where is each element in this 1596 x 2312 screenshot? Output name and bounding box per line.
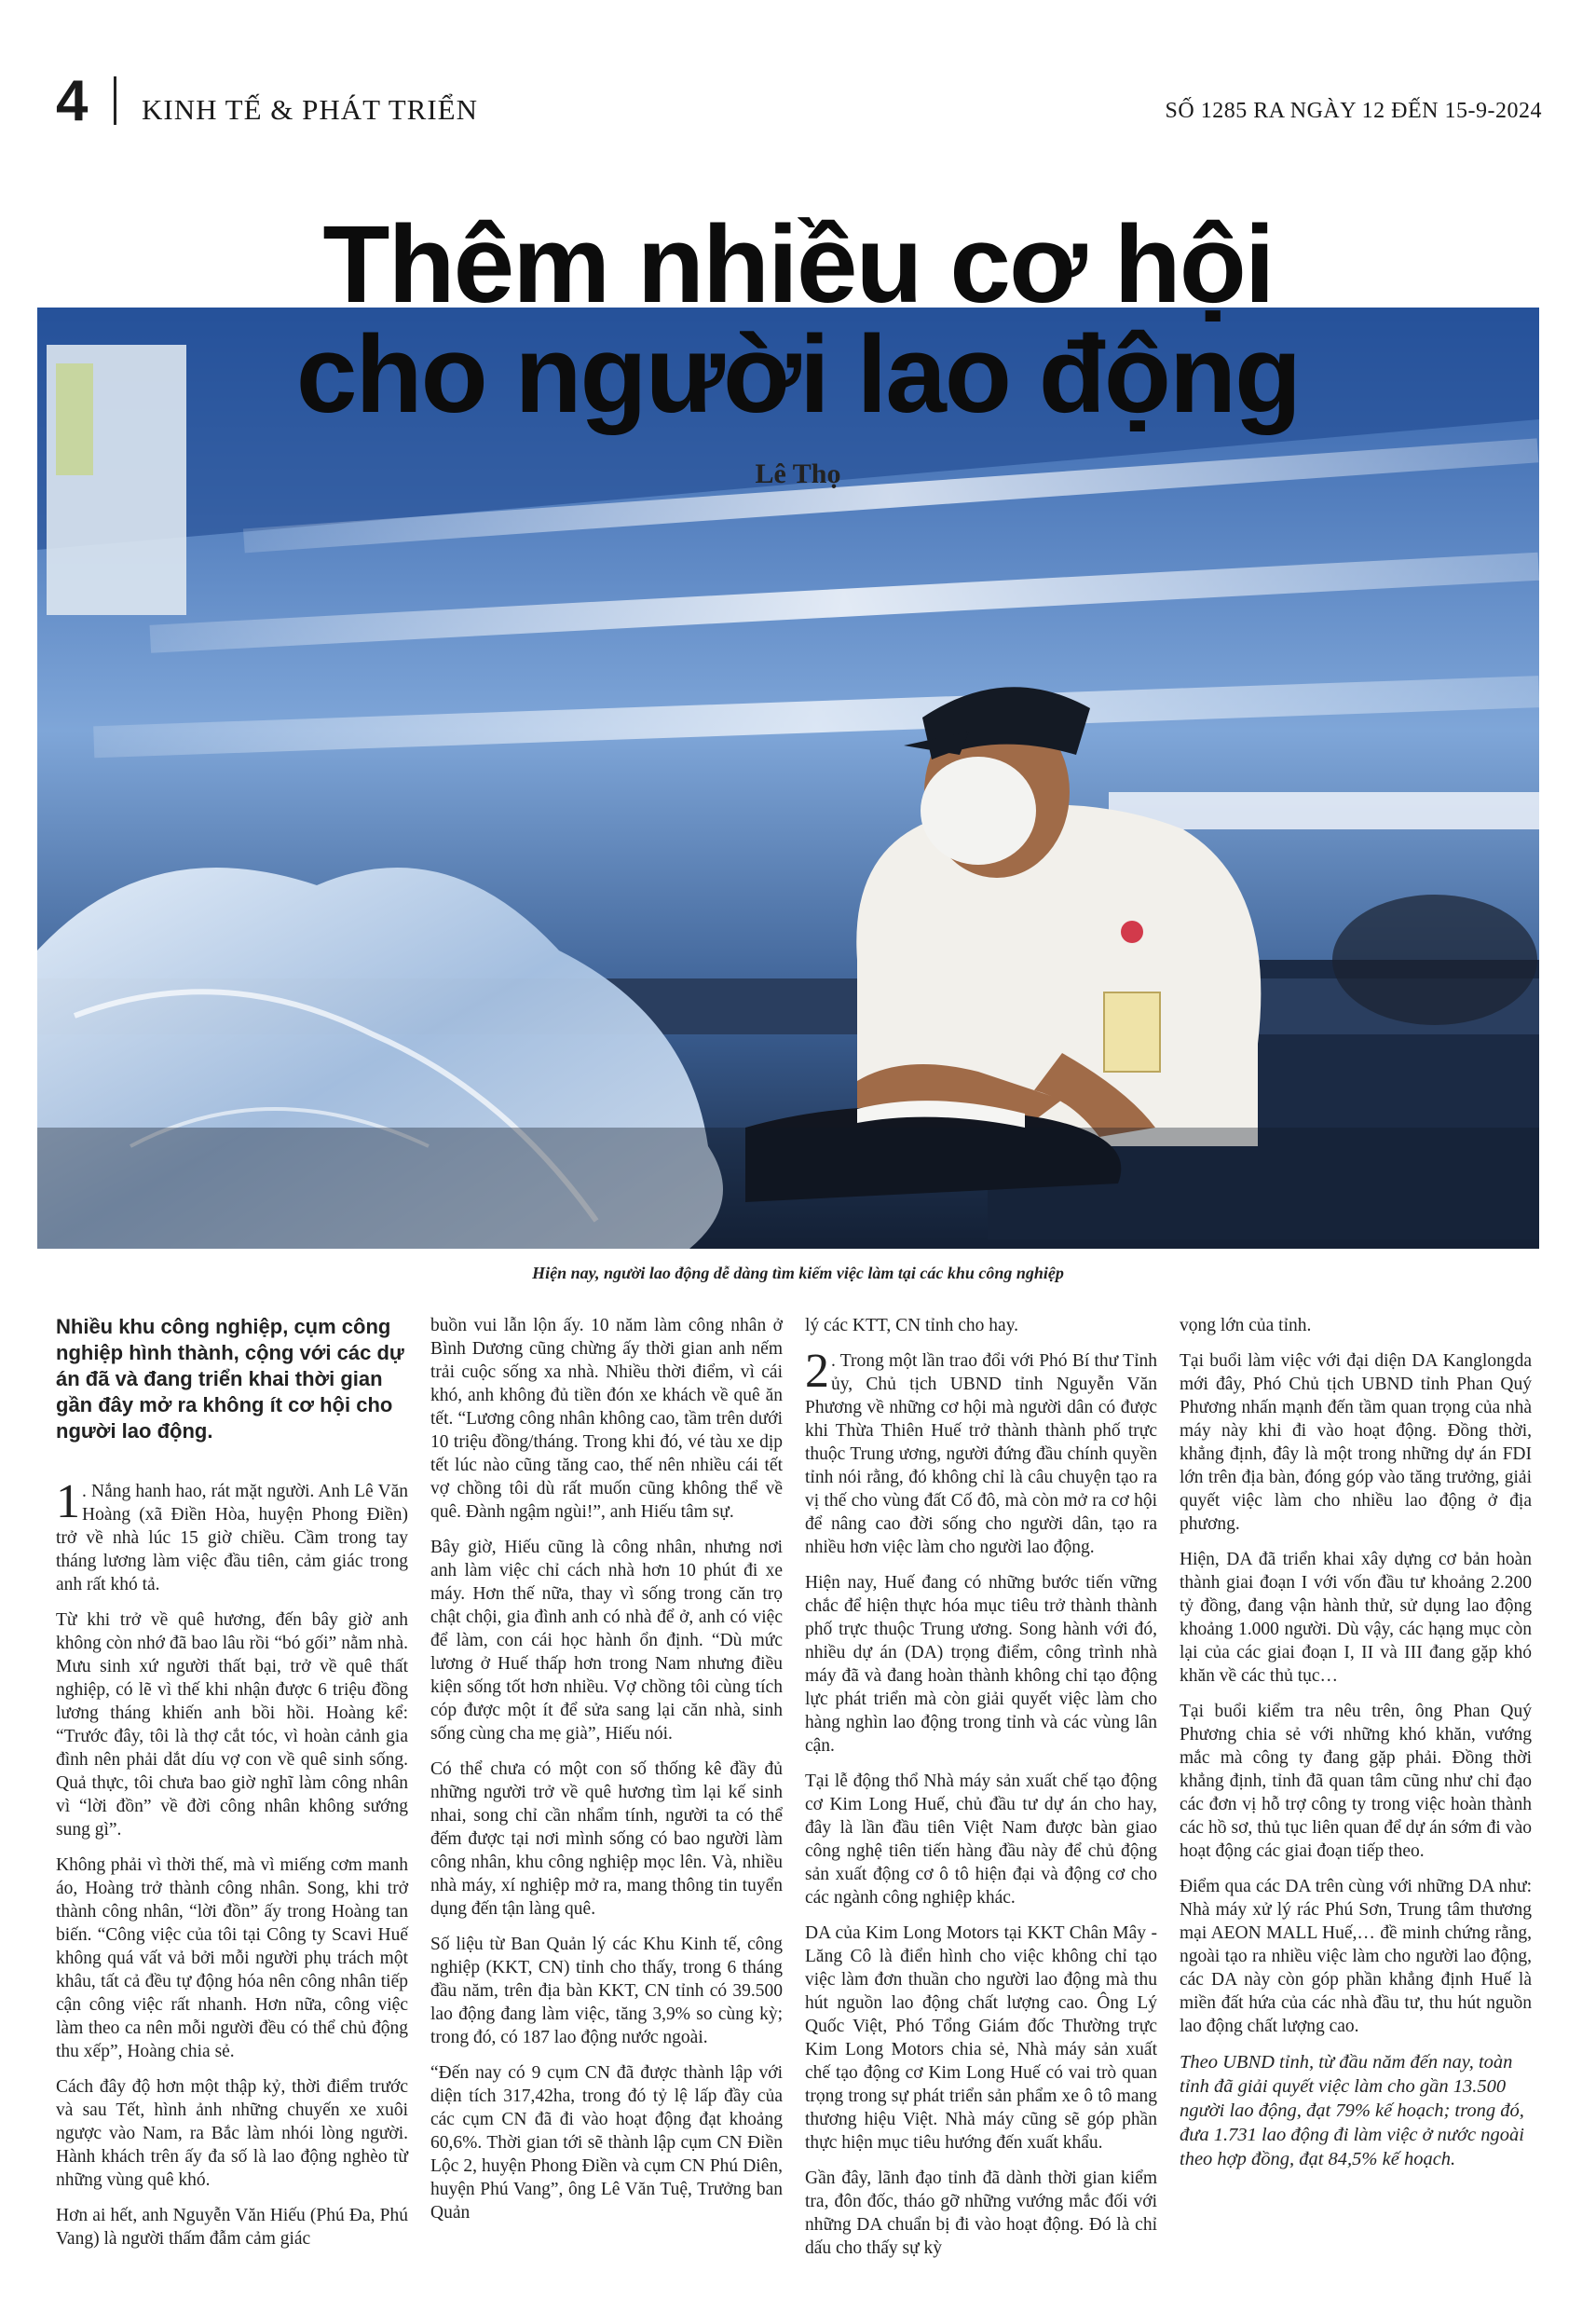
article-column-3 bbox=[805, 1314, 1157, 2272]
section-name: KINH TẾ & PHÁT TRIỂN bbox=[142, 93, 478, 126]
article-photo bbox=[37, 308, 1539, 1249]
factory-worker-illustration bbox=[37, 308, 1539, 1249]
paragraph: Số liệu từ Ban Quản lý các Khu Kinh tế, công nghiệp (KKT, CN) tỉnh cho thấy, trong 6 tháng đầu năm, trên địa bàn KKT, CN tỉnh có 39.500 lao động đang làm việc, tăng 3,9% so cùng kỳ; trong đó, có 187 lao động nước ngoài. bbox=[430, 1935, 783, 2047]
paragraph: Tại lễ động thổ Nhà máy sản xuất chế tạo động cơ Kim Long Huế, chủ đầu tư dự án cho hay, đây là lần đầu tiên Việt Nam được bàn giao công nghệ tiên tiến hàng đầu này để chủ động sản xuất động cơ ô tô hiện đại và động cơ cho các ngành công nghiệp khác. bbox=[805, 1772, 1157, 1908]
paragraph: Hiện nay, Huế đang có những bước tiến vững chắc để hiện thực hóa mục tiêu trở thành thành phố trực thuộc Trung ương. Song hành với đó, nhiều dự án (DA) trọng điểm, công trình nhà máy đã và đang hoàn thành không chỉ tạo động lực phát triển mà còn giải quyết việc làm cho hàng nghìn lao động trong tỉnh và các vùng lân cận. bbox=[805, 1573, 1157, 1756]
page-header bbox=[56, 69, 1547, 147]
section-1-drop-cap: 1 bbox=[56, 1475, 80, 1528]
article-lead: Nhiều khu công nghiệp, cụm công nghiệp hình thành, cộng với các dự án đã và đang triển khai thời gian gần đây mở ra không ít cơ hội cho người lao động. bbox=[56, 1315, 404, 1443]
section-2-intro bbox=[805, 1345, 1157, 1559]
article-column-1 bbox=[56, 1314, 408, 2263]
headline bbox=[0, 203, 1596, 436]
paragraph: Bây giờ, Hiếu cũng là công nhân, nhưng nơi anh làm việc chỉ cách nhà hơn 10 phút đi xe máy. Hơn thế nữa, thay vì sống trong căn trọ chật chội, gia đình anh có nhà để ở, anh có việc để làm, con cái học hành ổn định. “Dù mức lương ở Huế thấp hơn trong Nam nhưng điều kiện sống tốt hơn nhiều. Vợ chồng tôi cùng tích cóp được một ít để sửa sang lại căn nhà, sinh sống cùng cha mẹ già”, Hiếu nói. bbox=[430, 1538, 783, 1744]
section-1-intro bbox=[56, 1475, 408, 1596]
article-column-2 bbox=[430, 1314, 783, 2237]
headline-line-1: Thêm nhiều cơ hội bbox=[322, 203, 1274, 326]
paragraph: Không phải vì thời thế, mà vì miếng cơm manh áo, Hoàng trở thành công nhân. Song, khi trở thành công nhân, “lời đồn” ấy trong Hoàng tan biến. “Công việc của tôi tại Công ty Scavi Huế không quá vất vả bởi mỗi người phụ trách một khâu, tất cả đều tự động hóa nên công nhân tiếp cận công việc rất nhanh. Hơn nữa, công việc làm theo ca nên mỗi người đều có thể chủ động thu xếp”, Hoàng chia sẻ. bbox=[56, 1855, 408, 2061]
closing-note: Theo UBND tỉnh, từ đầu năm đến nay, toàn tỉnh đã giải quyết việc làm cho gần 13.500 người lao động, đạt 79% kế hoạch; trong đó, đưa 1.731 lao động đi làm việc ở nước ngoài theo hợp đồng, đạt 84,5% kế hoạch. bbox=[1180, 2052, 1524, 2169]
section-1-text: . Nắng hanh hao, rát mặt người. Anh Lê Văn Hoàng (xã Điền Hòa, huyện Phong Điền) trở về nhà lúc 15 giờ chiều. Cầm trong tay tháng lương làm việc đầu tiên, cảm giác trong anh rất khó tả. bbox=[56, 1482, 408, 1594]
section-2-text: . Trong một lần trao đổi với Phó Bí thư Tỉnh ủy, Chủ tịch UBND tỉnh Nguyễn Văn Phương về những cơ hội mà người dân có được khi Thừa Thiên Huế trở thành thành phố trực thuộc Trung ương, người đứng đầu chính quyền tỉnh nói rằng, đó không chỉ là câu chuyện tạo ra vị thế cho vùng đất Cố đô, mà còn mở ra cơ hội để nâng cao đời sống cho người dân, tạo ra nhiều hơn việc làm cho người lao động. bbox=[805, 1351, 1157, 1557]
headline-line-2: cho người lao động bbox=[295, 313, 1301, 436]
paragraph: buồn vui lẫn lộn ấy. 10 năm làm công nhân ở Bình Dương cũng chừng ấy thời gian anh nếm trải cuộc sống xa nhà. Nhiều thời điểm, vì cái khó, anh không đủ tiền đón xe khách về quê ăn tết. “Lương công nhân không cao, tầm trên dưới 10 triệu đồng/tháng. Trong khi đó, vé tàu xe dịp tết lúc nào cũng tăng cao, thế nên nhiều cái tết vợ chồng tôi dù rất muốn cũng không thể về quê. Đành ngậm ngùi!”, anh Hiếu tâm sự. bbox=[430, 1316, 783, 1522]
paragraph: Hiện, DA đã triển khai xây dựng cơ bản hoàn thành giai đoạn I với vốn đầu tư khoảng 2.200 tỷ đồng, đang vận hành thử, sử dụng lao động khoảng 1.000 người. Dù vậy, các hạng mục còn lại của các giai đoạn I, II và III đang gặp khó khăn về các thủ tục… bbox=[1180, 1550, 1532, 1686]
paragraph: Hơn ai hết, anh Nguyễn Văn Hiếu (Phú Đa, Phú Vang) là người thấm đẫm cảm giác bbox=[56, 2206, 408, 2249]
paragraph: vọng lớn của tỉnh. bbox=[1180, 1316, 1312, 1335]
paragraph: “Đến nay có 9 cụm CN đã được thành lập với diện tích 317,42ha, trong đó tỷ lệ lấp đầy của các cụm CN đã đi vào hoạt động đạt khoảng 60,6%. Thời gian tới sẽ thành lập cụm CN Điền Lộc 2, huyện Phong Điền và cụm CN Phú Diên, huyện Phú Vang”, ông Lê Văn Tuệ, Trưởng ban Quản bbox=[430, 2063, 783, 2223]
photo-caption: Hiện nay, người lao động dễ dàng tìm kiếm việc làm tại các khu công nghiệp bbox=[532, 1264, 1064, 1282]
header-divider bbox=[114, 76, 116, 125]
article-column-4 bbox=[1180, 1314, 1532, 2183]
author-byline: Lê Thọ bbox=[755, 458, 841, 489]
paragraph: Cách đây độ hơn một thập kỷ, thời điểm trước và sau Tết, hình ảnh những chuyến xe xuôi ngược vào Nam, ra Bắc làm nhói lòng người. Hành khách trên ấy đa số là lao động nghèo từ những vùng quê khó. bbox=[56, 2077, 408, 2190]
paragraph: Tại buổi làm việc với đại diện DA Kanglongda mới đây, Phó Chủ tịch UBND tỉnh Phan Quý Phương nhấn mạnh đến tầm quan trọng của nhà máy này khi đi vào hoạt động. Đồng thời, khẳng định, đây là một trong những dự án FDI lớn trên địa bàn, đóng góp vào tăng trưởng, giải quyết việc làm cho nhiều lao động ở địa phương. bbox=[1180, 1351, 1532, 1534]
paragraph: Từ khi trở về quê hương, đến bây giờ anh không còn nhớ đã bao lâu rồi “bó gối” nằm nhà. Mưu sinh xứ người thất bại, trở về quê thất nghiệp, có lẽ vì thế khi nhận được 6 triệu đồng lương tháng khiến anh bồi hồi. Hoàng kể: “Trước đây, tôi là thợ cắt tóc, vì hoàn cảnh gia đình nên phải dắt díu vợ con về quê sinh sống. Quả thực, tôi chưa bao giờ nghĩ làm công nhân vì “lời đồn” về đời công nhân không sướng sung gì”. bbox=[56, 1610, 408, 1840]
paragraph: Tại buổi kiểm tra nêu trên, ông Phan Quý Phương chia sẻ với những khó khăn, vướng mắc mà công ty đang gặp phải. Đồng thời khẳng định, tỉnh đã quan tâm cũng như chỉ đạo các đơn vị hỗ trợ công ty trong việc hoàn thành các hồ sơ, thủ tục liên quan để dự án sớm đi vào hoạt động các giai đoạn tiếp theo. bbox=[1180, 1702, 1532, 1861]
paragraph: DA của Kim Long Motors tại KKT Chân Mây - Lăng Cô là điển hình cho việc không chỉ tạo việc làm đơn thuần cho người lao động mà thu hút nguồn lao động chất lượng cao. Ông Lý Quốc Việt, Phó Tổng Giám đốc Thường trực Kim Long Motors chia sẻ, Nhà máy sản xuất chế tạo động cơ Kim Long Huế có vai trò quan trọng trong sự phát triển sản phẩm xe ô tô mang thương hiệu Việt. Nhà máy cũng sẽ góp phần thực hiện mục tiêu hướng đến xuất khẩu. bbox=[805, 1923, 1157, 2153]
section-2-drop-cap: 2 bbox=[805, 1345, 829, 1398]
paragraph: Gần đây, lãnh đạo tỉnh đã dành thời gian kiểm tra, đôn đốc, tháo gỡ những vướng mắc đối với những DA chuẩn bị đi vào hoạt động. Đó là chỉ dấu cho thấy sự kỳ bbox=[805, 2168, 1157, 2258]
issue-info: SỐ 1285 RA NGÀY 12 ĐẾN 15-9-2024 bbox=[1165, 99, 1542, 123]
paragraph: lý các KTT, CN tỉnh cho hay. bbox=[805, 1316, 1019, 1335]
paragraph: Có thể chưa có một con số thống kê đầy đủ những người trở về quê hương tìm lại kế sinh nhai, song chỉ cần nhẩm tính, người ta có thể đếm được tại nơi mình sống có bao người làm công nhân, khu công nghiệp mọc lên. Và, nhiều nhà máy, xí nghiệp mở ra, mang thông tin tuyển dụng đến tận làng quê. bbox=[430, 1759, 783, 1919]
page-number: 4 bbox=[56, 69, 89, 133]
paragraph: Điểm qua các DA trên cùng với những DA như: Nhà máy xử lý rác Phú Sơn, Trung tâm thương mại AEON MALL Huế,… đề minh chứng rằng, ngoài tạo ra nhiều việc làm cho người lao động, các DA này còn góp phần khẳng định Huế là miền đất hứa của các nhà đầu tư, thu hút nguồn lao động chất lượng cao. bbox=[1180, 1877, 1532, 2036]
